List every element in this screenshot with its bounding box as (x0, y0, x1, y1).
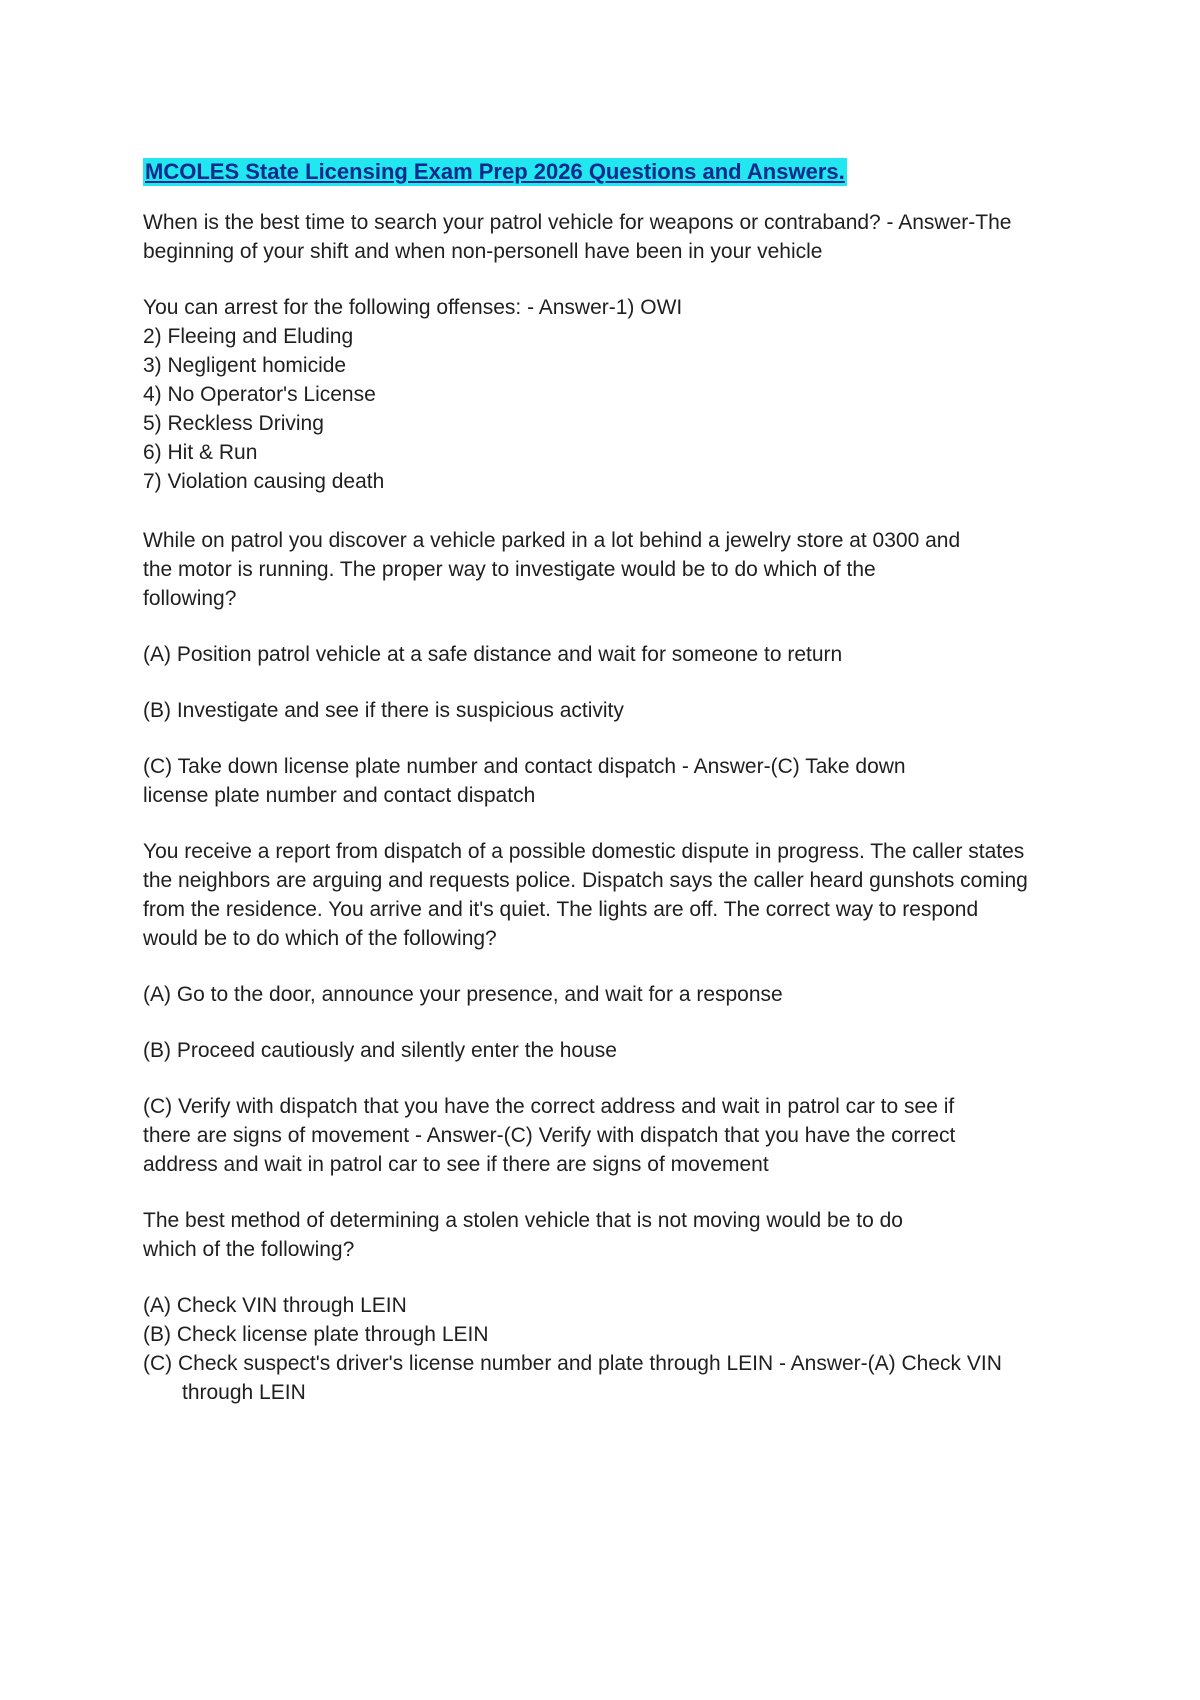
answer-line: there are signs of movement - Answer-(C) Verify with dispatch that you have the correct (143, 1124, 956, 1147)
option-a: (A) Position patrol vehicle at a safe distance and wait for someone to return (143, 643, 843, 666)
answer-line: (C) Verify with dispatch that you have the correct address and wait in patrol car to see if (143, 1095, 955, 1118)
list-item: 6) Hit & Run (143, 441, 258, 464)
option-a: (A) Check VIN through LEIN (143, 1294, 407, 1317)
answer-line: address and wait in patrol car to see if there are signs of movement (143, 1153, 769, 1176)
qa-block-3-question (143, 526, 1063, 613)
qa-block-5-question (143, 1206, 1063, 1264)
document-title: MCOLES State Licensing Exam Prep 2026 Questions and Answers. (145, 159, 845, 184)
question-line: following? (143, 587, 237, 610)
qa-text-line: beginning of your shift and when non-personell have been in your vehicle (143, 240, 823, 263)
question-line: You receive a report from dispatch of a possible domestic dispute in progress. The caller states (143, 840, 1025, 863)
option-b: (B) Investigate and see if there is suspicious activity (143, 699, 624, 722)
answer-line: through LEIN (182, 1381, 306, 1404)
question-line: While on patrol you discover a vehicle parked in a lot behind a jewelry store at 0300 and (143, 529, 961, 552)
question-line: from the residence. You arrive and it's quiet. The lights are off. The correct way to respond (143, 898, 979, 921)
option-a: (A) Go to the door, announce your presence, and wait for a response (143, 983, 783, 1006)
question-line: the motor is running. The proper way to investigate would be to do which of the (143, 558, 876, 581)
qa-text-line: You can arrest for the following offenses: - Answer-1) OWI (143, 296, 683, 319)
list-item: 7) Violation causing death (143, 470, 385, 493)
answer-line: (C) Take down license plate number and contact dispatch - Answer-(C) Take down (143, 755, 906, 778)
qa-block-4-question (143, 837, 1063, 953)
list-item: 4) No Operator's License (143, 383, 376, 406)
question-line: the neighbors are arguing and requests police. Dispatch says the caller heard gunshots coming (143, 869, 1028, 892)
option-list (143, 1291, 1063, 1407)
document-content (143, 158, 1063, 1407)
list-item: 3) Negligent homicide (143, 354, 347, 377)
qa-block-1 (143, 208, 1063, 266)
option-c-answer (143, 752, 1063, 810)
list-item: 5) Reckless Driving (143, 412, 324, 435)
option-c-answer (143, 1092, 1063, 1179)
qa-block-2 (143, 293, 1063, 496)
answer-line: license plate number and contact dispatch (143, 784, 536, 807)
option-b: (B) Proceed cautiously and silently enter the house (143, 1039, 617, 1062)
option-b: (B) Check license plate through LEIN (143, 1323, 489, 1346)
qa-text-line: When is the best time to search your patrol vehicle for weapons or contraband? - Answer-The (143, 211, 1012, 234)
question-line: would be to do which of the following? (143, 927, 497, 950)
question-line: The best method of determining a stolen vehicle that is not moving would be to do (143, 1209, 903, 1232)
question-line: which of the following? (143, 1238, 355, 1261)
list-item: 2) Fleeing and Eluding (143, 325, 354, 348)
option-c-answer: (C) Check suspect's driver's license number and plate through LEIN - Answer-(A) Check VIN (143, 1352, 1002, 1375)
